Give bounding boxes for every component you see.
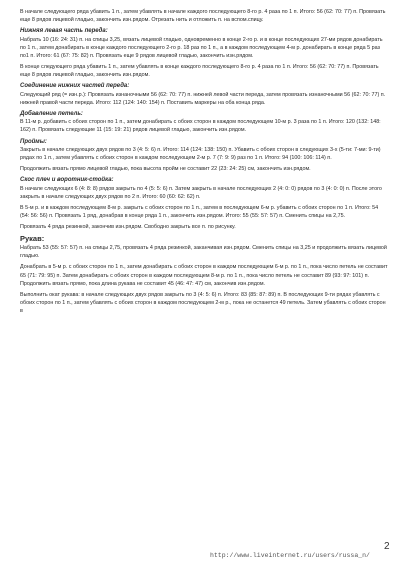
paragraph: Провязать 4 ряда резинкой, закончив изн.рядом. Свободно закрыть все п. по рисунку. bbox=[20, 224, 236, 231]
paragraph: Выполнить окат рукава: в начале следующих двух рядов закрыть по 3 (4: 5: 6) п. Итого: 83 (85: 87: 89) п. В последующих 9-ти рядах убавлять с обоих сторон по 1 п., затем убавлять с обоих сторон в каждом последующем 2-м р., пока не останется 49 петель. Затем убавлять с обоих сторон в bbox=[20, 291, 386, 314]
section-heading: Скос плеч и воротник-стойка: bbox=[20, 177, 114, 184]
footer-url[interactable]: http://www.liveinternet.ru/users/russa_n/ bbox=[210, 552, 370, 559]
paragraph: В конце следующего ряда убавить 1 п., затем убавлять в конце каждого последующего 8-го р. 4 раза по 1 п. Итого: 56 (62: 70: 77) п. Провязать еще 8 рядов лицевой гладью, закончить изн.рядом. bbox=[20, 63, 379, 79]
paragraph: Набрать 10 (16: 24: 31) п. на спицы 3,25, вязать лицевой гладью, одновременно в конце 2-го р. и в конце последующих 27-ми рядов донабирать по 1 п., затем донабирать в конце каждого последующего 2-го р. 18 раз по 1 п., а в каждом последующем 4-м р. донабирать в конце ряда 5 раз по1 п. Итого: 61 (67: 75: 82) п. Провязать еще 9 рядов лицевой гладью, закончить изн.рядом. bbox=[20, 36, 383, 59]
section-heading: Рукав: bbox=[20, 234, 45, 244]
paragraph: Продолжить вязать прямо лицевой гладью, пока высота пройм не составит 22 (23: 24: 25) см, закончить изн.рядом. bbox=[20, 166, 311, 173]
paragraph: В начале следующих 6 (4: 8: 8) рядов закрыть по 4 (5: 5: 6) п. Затем закрыть в начале последующих 2 (4: 0: 0) рядов по 3 (4: 0: 0) п. После этого закрыть в начале следующих двух рядов по 2 п. Итого: 60 (60: 62: 62) п. bbox=[20, 185, 382, 200]
section-heading: Проймы: bbox=[20, 138, 47, 145]
page-number: 2 bbox=[384, 541, 390, 552]
paragraph: В начале следующего ряда убавить 1 п., затем убавлять в начале каждого последующего 8-го р. 4 раза по 1 п. Итого: 56 (62: 70: 77) п. Провязать еще 8 рядов лицевой гладью, закончить изн.рядом. Отрезать нить и отложить п. на вспом.спицу. bbox=[20, 9, 386, 24]
paragraph: В 11-м р. добавить с обоих сторон по 1 п., затем донабирать с обоих сторон в каждом последующем 10-м р. 3 раза по 1 п. Итого: 120 (132: 148: 162) п. Провязать следующие 11 (15: 19: 21) рядов лицевой гладью, закончить изн.рядом. bbox=[20, 119, 381, 134]
paragraph: Закрыть в начале следующих двух рядов по 3 (4: 5: 6) п. Итого: 114 (124: 138: 150) п. Убавить с обоих сторон в следующих 3-х (5-ти: 7-ми: 9-ти) рядах по 1 п., затем убавлять с обоих сторон в каждом последующем 2-м р. 7 (7: 9: 9) раз по 1 п. Итого: 94 (100: 106: 114) п. bbox=[20, 147, 381, 162]
section-heading: Добавление петель: bbox=[20, 110, 83, 117]
section-heading: Нижняя левая часть переда: bbox=[20, 28, 108, 35]
document-body bbox=[20, 8, 388, 318]
paragraph: Донабрать в 5-м р. с обоих сторон по 1 п., затем донабирать с обоих сторон в каждом последующем 6-м р. по 1 п., пока число петель не составит 65 (71: 79: 95) п. Затем донабирать с обоих сторон в каждом последующем 8-м р. по 1 п., пока число петель не составит 89 (93: 97: 101) п. Продолжить вязать прямо, пока длина рукава не составит 45 (46: 47: 47) см, закончив изн.рядом. bbox=[20, 264, 388, 287]
paragraph: Набрать 53 (55: 57: 57) п. на спицы 2,75, провязать 4 ряда резинкой, заканчивая изн.рядом. Сменить спицы на 3,25 и продолжить вязать лицевой гладью. bbox=[20, 245, 387, 260]
section-heading: Соединение нижних частей переда: bbox=[20, 83, 130, 90]
paragraph: В 5-м р. и в каждом последующем 8-м р. закрыть с обоих сторон по 1 п., затем в последующем 6-м р. убавить с обоих сторон по 1 п. Итого: 54 (54: 56: 56) п. Провязать 1 ряд, донабрав в конце ряда 1 п., закончить изн.рядом. Итого: 55 (55: 57: 57) п. Сменить спицы на 2,75. bbox=[20, 205, 379, 220]
paragraph: Следующий ряд (= изн.р.): Провязать изнаночными 56 (62: 70: 77) п. нижней левой части переда, затем провязать изнаночными 56 (62: 70: 77) п. нижней правой части переда. Итого: 112 (124: 140: 154) п. Поставить маркеры на оба конца ряда. bbox=[20, 91, 386, 106]
